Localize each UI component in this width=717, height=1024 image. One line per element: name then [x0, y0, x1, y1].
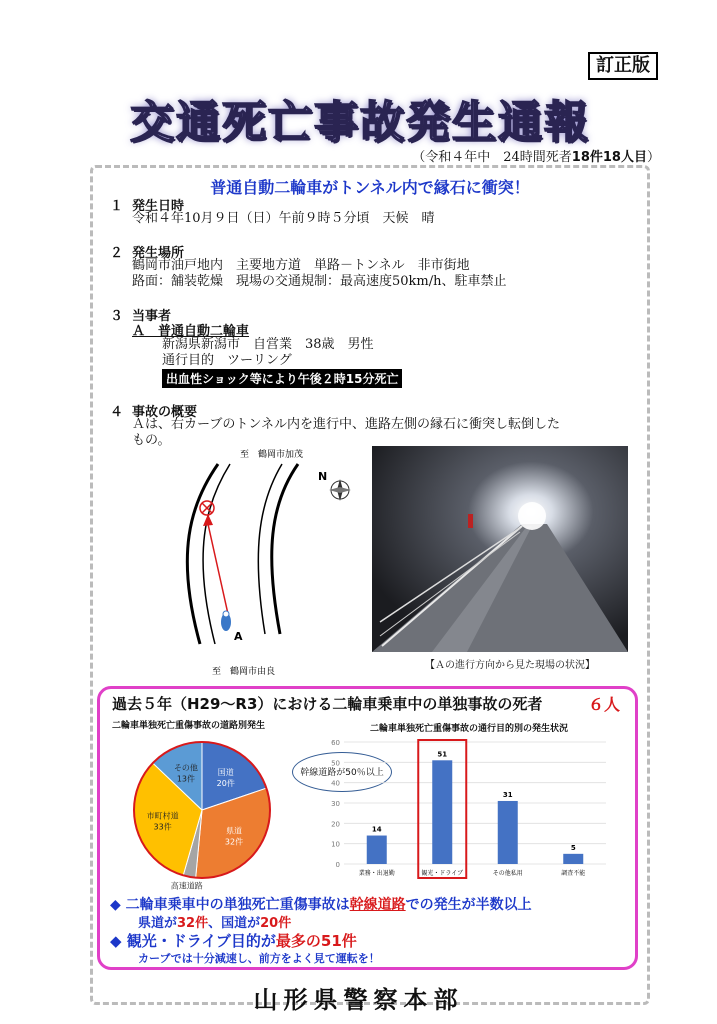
bullet-1-post: での発生が半数以上 [405, 897, 532, 913]
pie-value-label: 33件 [153, 822, 172, 832]
x-tick-label: 調査不能 [561, 870, 586, 877]
bar-調査不能 [563, 854, 583, 864]
bullet-2-sub: カーブでは十分減速し、前方をよく見て運転を！ [138, 952, 380, 965]
statistics-title: 過去５年（H29～R3）における二輪車乗車中の単独事故の死者 [112, 695, 543, 713]
section-2-line: 路面：舗装乾燥 現場の交通規制：最高速度50km/h、駐車禁止 [132, 274, 507, 289]
bar-その他私用 [498, 801, 518, 864]
map-bottom-label: 至 鶴岡市由良 [212, 667, 276, 677]
pie-value-label: 13件 [176, 774, 196, 784]
y-tick-label: 50 [331, 759, 340, 768]
bar-value-label: 14 [371, 825, 382, 834]
revised-badge: 訂正版 [588, 52, 658, 80]
sub1-a: 県道が [138, 916, 178, 931]
death-count-line [360, 146, 660, 165]
compass-icon [329, 479, 351, 501]
section-2-number: ２ [110, 246, 124, 261]
y-tick-label: 20 [331, 820, 340, 829]
summary-line: もの。 [132, 433, 171, 448]
section-1-line: 令和４年10月９日（日）午前９時５分頃 天候 晴 [132, 211, 435, 226]
bar-value-label: 51 [437, 750, 448, 759]
y-tick-label: 10 [331, 840, 340, 849]
pie-value-label: 32件 [224, 837, 244, 847]
accident-map [170, 444, 370, 682]
road-right-inner-edge [258, 464, 282, 634]
x-tick-label: 観光・ドライブ [421, 870, 464, 877]
y-tick-label: 60 [331, 739, 340, 747]
north-label: N [318, 470, 328, 483]
bar-value-label: 5 [570, 843, 576, 852]
sub1-c: 、国道が [208, 916, 261, 931]
headline: 普通自動二輪車がトンネル内で縁石に衝突！ [210, 178, 530, 197]
arrow-head-icon [203, 514, 213, 526]
section-2-title: 発生場所 [132, 246, 185, 261]
pie-value-label: 20件 [216, 778, 235, 788]
bullet-mark: ◆ [110, 932, 122, 950]
bullet-1-pre: 二輪車乗車中の単独死亡重傷事故は [125, 897, 350, 913]
section-1-number: １ [110, 199, 124, 214]
bar-chart [320, 732, 612, 882]
subline-prefix: （令和４年中 24時間死者 [412, 150, 572, 165]
pie-label: 高速道路 [170, 881, 203, 890]
bullet-1-sub [138, 912, 291, 931]
section-3-number: ３ [110, 309, 124, 324]
section-4-number: ４ [110, 405, 124, 420]
bar-chart-title: 二輪車単独死亡重傷事故の通行目的別の発生状況 [370, 724, 569, 734]
travel-direction-arrow [208, 524, 228, 614]
sub1-b: 32件 [177, 916, 209, 931]
road-right-edge [272, 464, 298, 634]
death-note: 出血性ショック等により午後２時15分死亡 [162, 369, 402, 388]
party-a-line: 通行目的 ツーリング [162, 353, 292, 368]
tunnel-photo [372, 446, 628, 652]
subline-suffix: ） [646, 150, 660, 165]
y-tick-label: 30 [331, 800, 340, 808]
bar-観光・ドライブ [432, 760, 452, 864]
pie-label: 国道 [217, 767, 234, 777]
pie-chart-title: 二輪車単独死亡重傷事故の道路別発生 [112, 721, 266, 731]
bullet-1-highlight: 幹線道路 [349, 897, 406, 913]
pie-label: 県道 [226, 826, 243, 836]
bullet-2-highlight: 最多の51件 [275, 932, 357, 950]
bullet-2 [110, 930, 357, 951]
footer-organization: 山形県警察本部 [253, 985, 464, 1014]
x-tick-label: 業務・出退勤 [358, 870, 395, 877]
motorcycle-icon [221, 611, 231, 631]
pie-label: その他 [173, 763, 198, 773]
party-a-vehicle: Ａ 普通自動二輪車 [132, 324, 250, 339]
y-tick-label: 40 [331, 779, 340, 788]
sub1-d: 20件 [260, 916, 292, 931]
section-2-line: 鶴岡市油戸地内 主要地方道 単路－トンネル 非市街地 [132, 258, 470, 273]
page-title: 交通死亡事故発生通報 [130, 97, 590, 148]
section-1-title: 発生日時 [132, 199, 185, 214]
map-top-label: 至 鶴岡市加茂 [240, 450, 304, 460]
x-tick-label: その他私用 [492, 870, 523, 877]
y-tick-label: 0 [335, 861, 340, 869]
bar-value-label: 31 [502, 790, 513, 799]
bullet-2-pre: 観光・ドライブ目的が [126, 932, 276, 950]
section-3-title: 当事者 [132, 309, 172, 324]
subline-count: 18件18人目 [571, 150, 647, 165]
bullet-mark: ◆ [110, 897, 121, 913]
photo-caption: 【Ａの進行方向から見た現場の状況】 [425, 660, 595, 671]
bullet-1 [110, 894, 532, 914]
party-a-line: 新潟県新潟市 自営業 38歳 男性 [162, 337, 374, 352]
pie-label: 市町村道 [146, 811, 179, 821]
statistics-count: ６人 [588, 695, 621, 714]
vehicle-a-label: A [234, 630, 243, 643]
section-4-title: 事故の概要 [132, 405, 198, 420]
callout-bubble: 幹線道路が50％以上 [292, 752, 392, 792]
bar-業務・出退勤 [367, 836, 387, 864]
pie-chart [112, 730, 292, 890]
summary-line: Ａは、右カーブのトンネル内を進行中、進路左側の縁石に衝突し転倒した [132, 417, 560, 432]
